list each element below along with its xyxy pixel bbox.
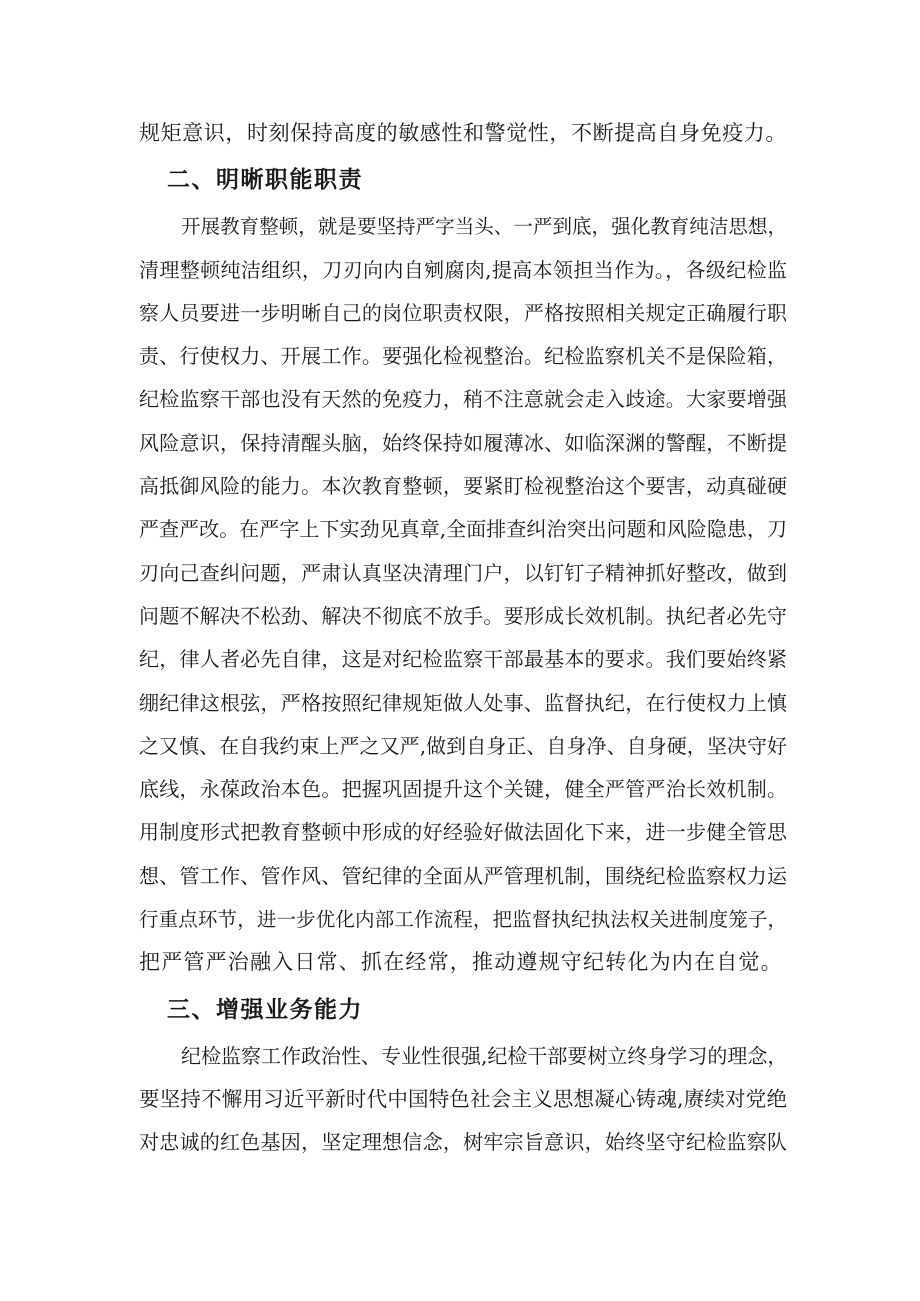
paragraph-line: 之又慎、在自我约束上严之又严,做到自身正、自身净、自身硬，坚决守好 — [139, 733, 787, 758]
opening-line: 规矩意识，时刻保持高度的敏感性和警觉性，不断提高自身免疫力。 — [139, 121, 787, 145]
paragraph-line: 责、行使权力、开展工作。要强化检视整治。纪检监察机关不是保险箱， — [139, 344, 787, 369]
paragraph-line: 清理整顿纯洁组织，刀刃向内自剜腐肉,提高本领担当作为。，各级纪检监 — [139, 257, 787, 282]
paragraph-line: 开展教育整顿，就是要坚持严字当头、一严到底，强化教育纯洁思想， — [181, 215, 787, 239]
paragraph-line: 察人员要进一步明晰自己的岗位职责权限，严格按照相关规定正确履行职 — [139, 300, 787, 325]
paragraph-line: 绷纪律这根弦，严格按照纪律规矩做人处事、监督执纪，在行使权力上慎 — [139, 690, 787, 715]
paragraph-line: 问题不解决不松劲、解决不彻底不放手。要形成长效机制。执纪者必先守 — [139, 603, 787, 628]
document-body — [139, 112, 787, 1165]
paragraph-line: 风险意识，保持清醒头脑，始终保持如履薄冰、如临深渊的警醒，不断提 — [139, 430, 787, 455]
paragraph-line: 纪，律人者必先自律，这是对纪检监察干部最基本的要求。我们要始终紧 — [139, 647, 787, 672]
paragraph-line: 用制度形式把教育整顿中形成的好经验好做法固化下来，进一步健全管思 — [139, 820, 787, 845]
section-heading-2: 二、明晰职能职责 — [167, 167, 363, 194]
paragraph-line: 高抵御风险的能力。本次教育整顿，要紧盯检视整治这个要害，动真碰硬 — [139, 474, 787, 499]
paragraph-line: 行重点环节，进一步优化内部工作流程，把监督执纪执法权关进制度笼子， — [139, 908, 787, 932]
paragraph-line: 底线，永葆政治本色。把握巩固提升这个关键，健全严管严治长效机制。 — [139, 777, 787, 802]
paragraph-line: 要坚持不懈用习近平新时代中国特色社会主义思想凝心铸魂,赓续对党绝 — [139, 1086, 787, 1111]
paragraph-line: 把严管严治融入日常、抓在经常，推动遵规守纪转化为内在自觉。 — [139, 950, 783, 975]
paragraph-line: 严查严改。在严字上下实劲见真章,全面排查纠治突出问题和风险隐患，刀 — [139, 517, 787, 542]
paragraph-line: 想、管工作、管作风、管纪律的全面从严管理机制，围绕纪检监察权力运 — [139, 863, 787, 888]
paragraph-line: 对忠诚的红色基因，坚定理想信念，树牢宗旨意识，始终坚守纪检监察队 — [139, 1130, 787, 1155]
paragraph-line: 刃向己查纠问题，严肃认真坚决清理门户，以钉钉子精神抓好整改，做到 — [139, 560, 787, 585]
paragraph-line: 纪检监察工作政治性、专业性很强,纪检干部要树立终身学习的理念， — [181, 1043, 787, 1068]
section-heading-3: 三、增强业务能力 — [167, 996, 363, 1023]
paragraph-line: 纪检监察干部也没有天然的免疫力，稍不注意就会走入歧途。大家要增强 — [139, 387, 787, 412]
